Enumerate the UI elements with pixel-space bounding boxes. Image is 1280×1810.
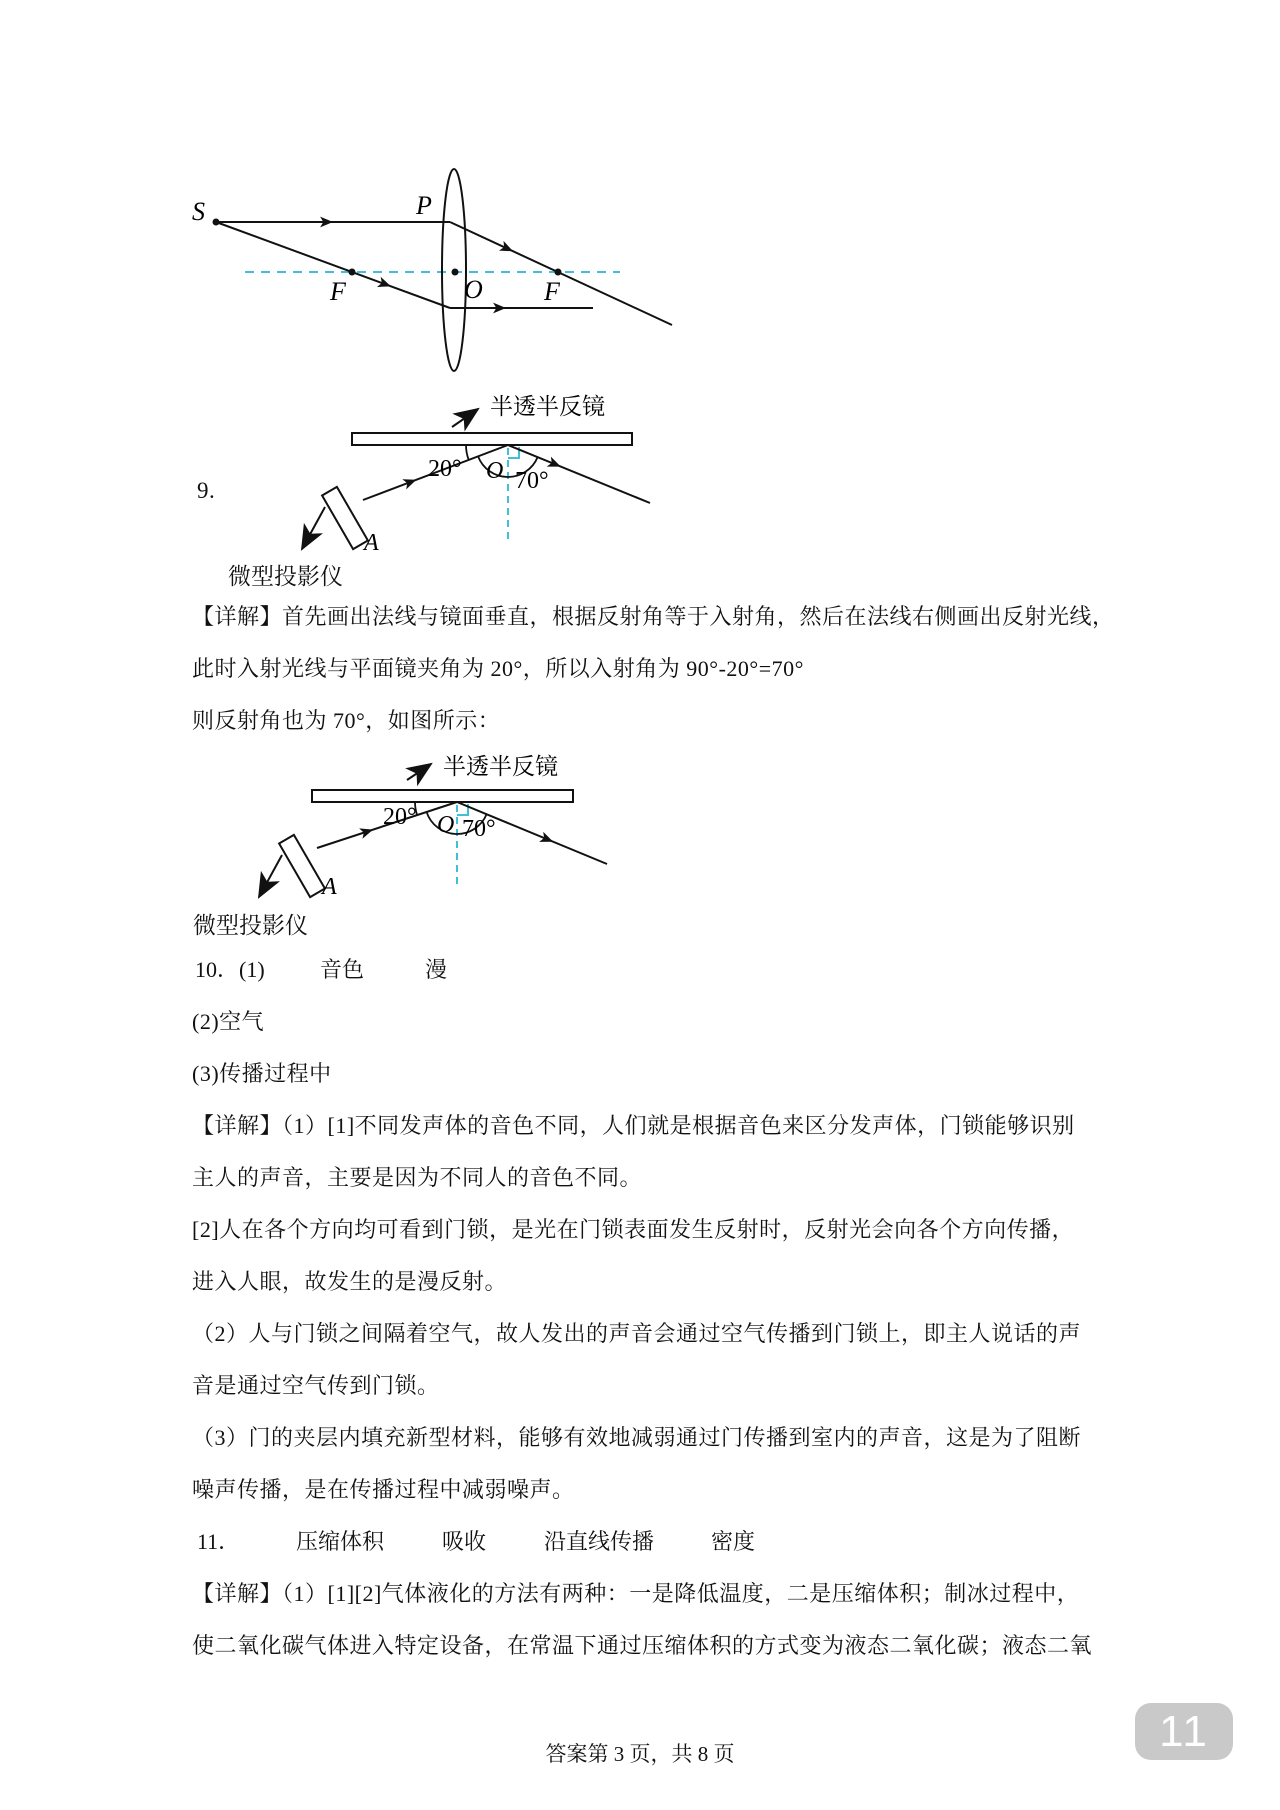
lens-ray-diagram (140, 145, 700, 390)
q10-detail-line: 音是通过空气传到门锁。 (192, 1373, 440, 1398)
label-f-right: F (544, 277, 560, 306)
q9-number: 9. (197, 478, 216, 503)
q9-detail-line: 则反射角也为 70°，如图所示： (192, 708, 501, 733)
q10-detail-line: [2]人在各个方向均可看到门锁，是光在门锁表面发生反射时，反射光会向各个方向传播， (192, 1217, 1075, 1242)
q10-answer-blank1: 音色 (320, 957, 365, 982)
projector-element (322, 487, 368, 549)
q9-mirror-diagram (150, 390, 660, 600)
projector-arrow (259, 855, 282, 897)
point-o-label: O (437, 812, 455, 838)
answer-figure-caption: 微型投影仪 (193, 913, 308, 938)
focus-left-dot (349, 269, 356, 276)
q10-detail-line: 噪声传播，是在传播过程中减弱噪声。 (192, 1477, 575, 1502)
angle-20-label: 20° (383, 804, 417, 830)
q10-detail-line: （3）门的夹层内填充新型材料，能够有效地减弱通过门传播到室内的声音，这是为了阻断 (192, 1425, 1082, 1450)
half-mirror-bar (312, 790, 573, 802)
q11-answer-blank2: 吸收 (442, 1529, 487, 1554)
angle-70-label: 70° (515, 468, 549, 494)
point-o-label: O (486, 458, 504, 484)
q11-detail-line: 使二氧化碳气体进入特定设备，在常温下通过压缩体积的方式变为液态二氧化碳；液态二氧 (192, 1633, 1093, 1658)
q9-detail-line: 此时入射光线与平面镜夹角为 20°，所以入射角为 90°-20°=70° (192, 656, 804, 681)
q10-detail-line: 主人的声音，主要是因为不同人的音色不同。 (192, 1165, 643, 1190)
page-footer: 答案第 3 页，共 8 页 (545, 1742, 735, 1766)
q10-part2: (2)空气 (192, 1009, 265, 1034)
angle-arc-20 (466, 445, 469, 460)
q9-detail-line: 【详解】首先画出法线与镜面垂直，根据反射角等于入射角，然后在法线右侧画出反射光线， (192, 604, 1115, 629)
q11-detail-line: 【详解】（1）[1][2]气体液化的方法有两种：一是降低温度，二是压缩体积；制冰过程中， (192, 1581, 1080, 1606)
label-o: O (464, 275, 483, 304)
point-a-label: A (364, 530, 379, 556)
q11-number: 11． (197, 1529, 241, 1554)
label-f-left: F (330, 277, 346, 306)
projector-element (279, 835, 325, 897)
mirror-label-arrow (452, 409, 478, 427)
projector-arrow (302, 507, 325, 549)
q10-part3: (3)传播过程中 (192, 1061, 332, 1086)
q10-detail-line: （2）人与门锁之间隔着空气，故人发出的声音会通过空气传播到门锁上，即主人说话的声 (192, 1321, 1082, 1346)
q10-answer-blank2: 漫 (425, 957, 448, 982)
q10-detail-line: 进入人眼，故发生的是漫反射。 (192, 1269, 508, 1294)
label-s: S (192, 197, 205, 226)
q9-figure-caption: 微型投影仪 (228, 564, 343, 589)
mirror-label: 半透半反镜 (443, 754, 558, 779)
point-a-label: A (322, 874, 337, 900)
optical-center-dot (452, 269, 459, 276)
q10-detail-line: 【详解】（1）[1]不同发声体的音色不同，人们就是根据音色来区分发声体，门锁能够识别 (192, 1113, 1075, 1138)
q11-answer-blank3: 沿直线传播 (544, 1529, 655, 1554)
angle-20-label: 20° (428, 456, 462, 482)
page-number-badge: 11 (1135, 1703, 1233, 1760)
label-p: P (416, 191, 432, 220)
point-s-dot (213, 219, 220, 226)
mirror-label-arrow (407, 764, 431, 780)
mirror-label: 半透半反镜 (490, 394, 605, 419)
focus-right-dot (555, 269, 562, 276)
q11-answer-blank1: 压缩体积 (296, 1529, 385, 1554)
angle-70-label: 70° (462, 816, 496, 842)
q11-answer-blank4: 密度 (711, 1529, 756, 1554)
half-mirror-bar (352, 433, 632, 445)
q10-number: 10．(1) (195, 957, 265, 982)
